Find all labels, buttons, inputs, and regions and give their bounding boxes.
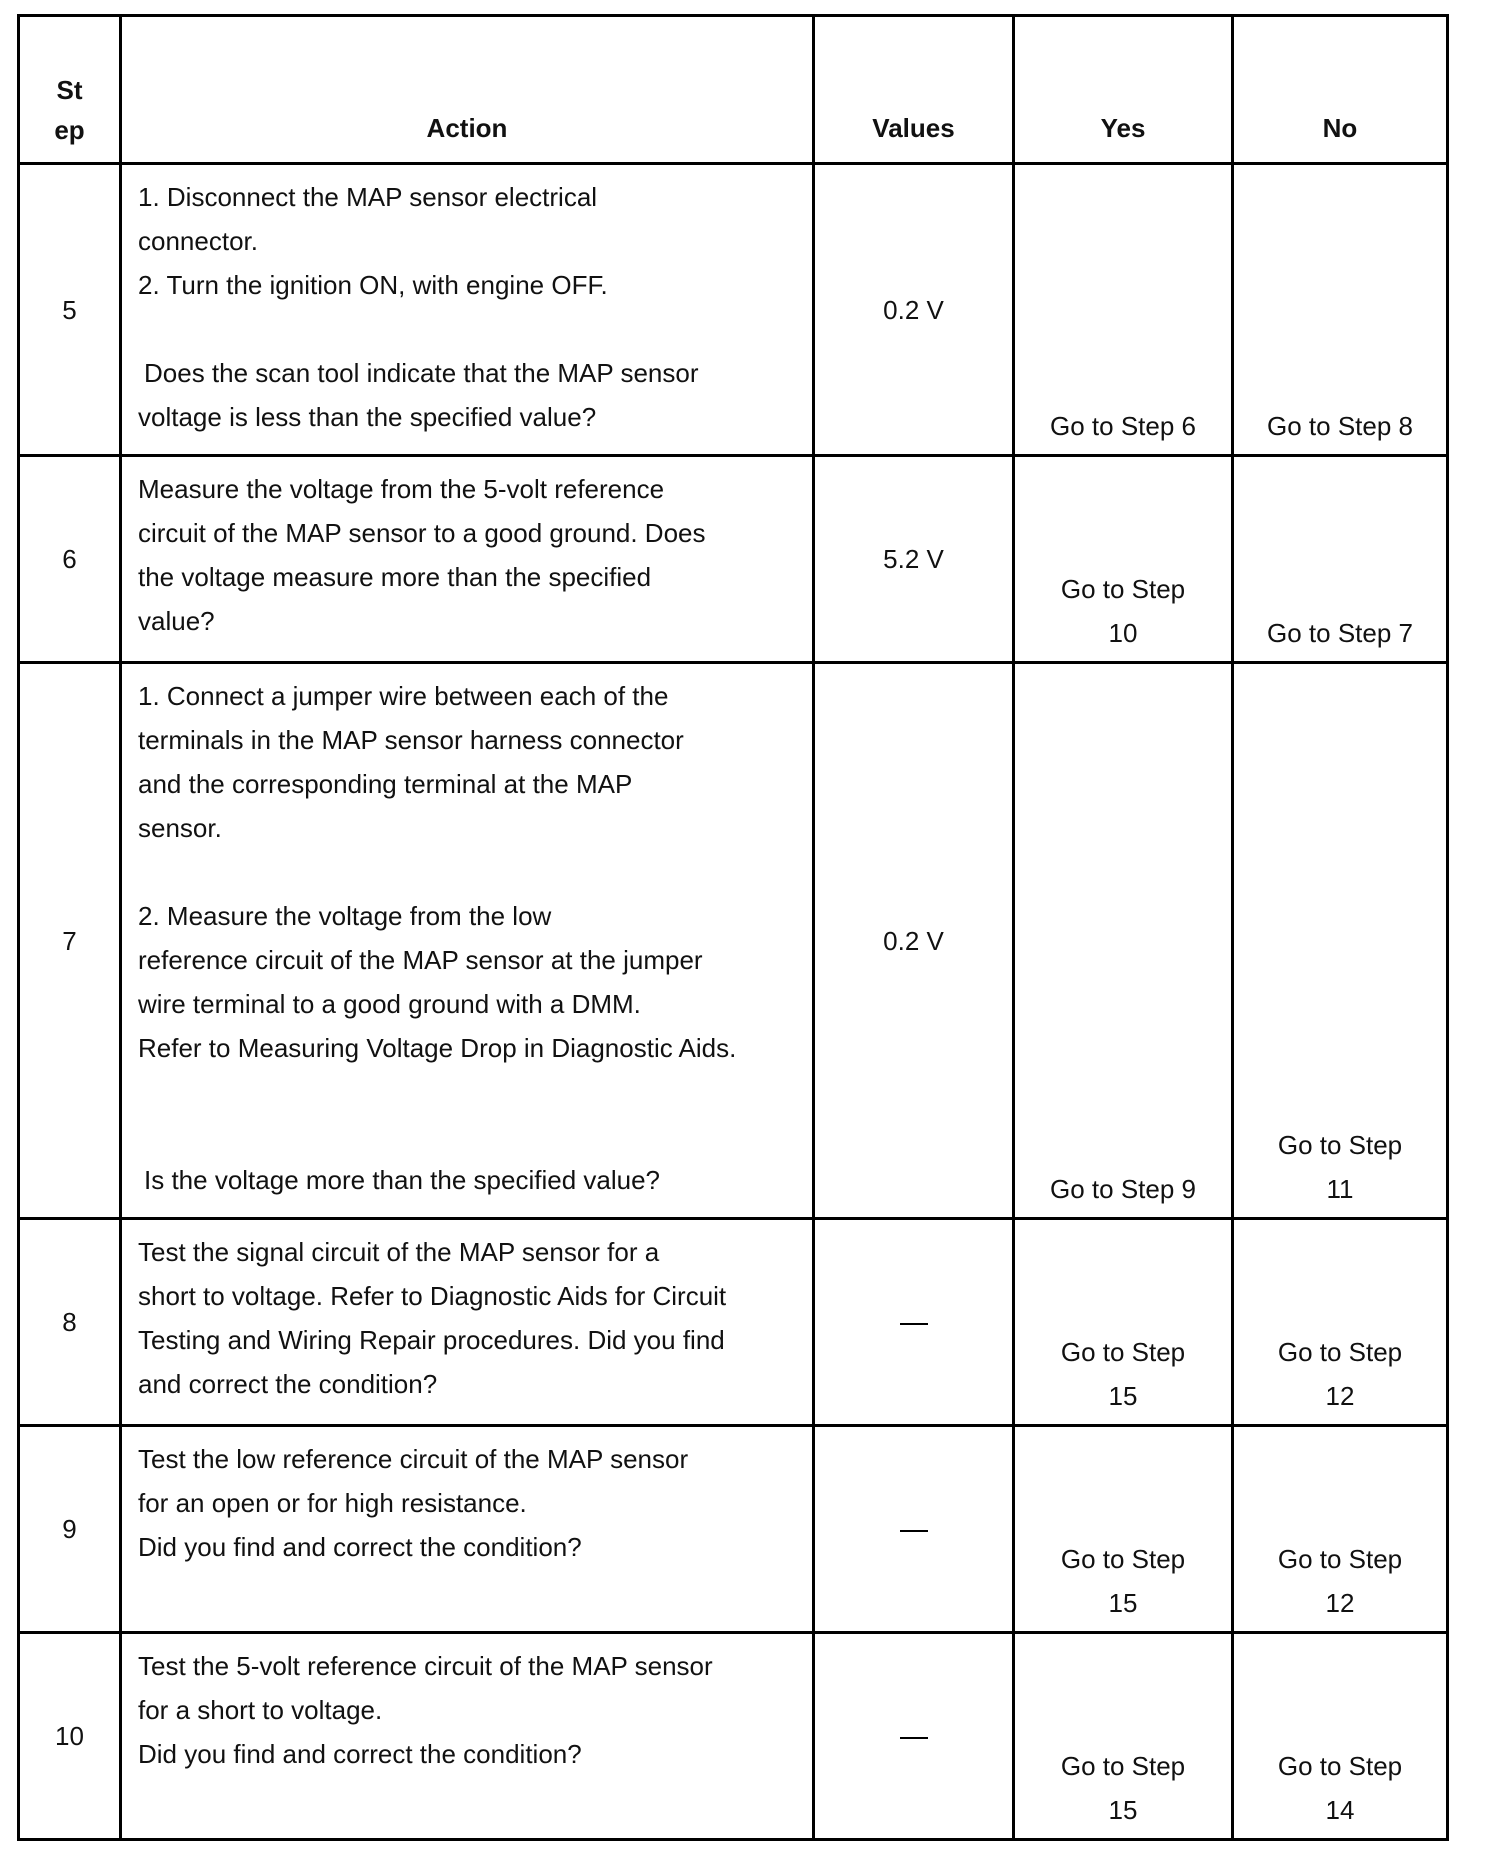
not-applicable-dash — [900, 1323, 928, 1325]
step-number: 6 — [19, 456, 121, 663]
yes-cell — [1014, 164, 1233, 456]
step-number: 9 — [19, 1426, 121, 1633]
no-goto-text: Go to Step 7 — [1267, 618, 1413, 648]
no-column-header: No — [1233, 16, 1448, 164]
yes-goto-text: 15 — [1108, 1381, 1138, 1411]
action-line: the voltage measure more than the specified — [138, 562, 652, 592]
action-line: Test the signal circuit of the MAP sensor for a — [138, 1237, 660, 1267]
no-goto-text: 11 — [1326, 1174, 1354, 1204]
step-number: 8 — [19, 1219, 121, 1426]
blank-line — [138, 1114, 800, 1158]
yes-goto-text: Go to Step 9 — [1050, 1174, 1196, 1204]
no-goto-text: 14 — [1325, 1795, 1355, 1825]
action-cell — [121, 456, 814, 663]
action-line: Measure the voltage from the 5-volt reference — [138, 474, 665, 504]
action-line: sensor. — [138, 813, 222, 843]
no-cell — [1233, 1633, 1448, 1840]
value-cell: 0.2 V — [814, 663, 1014, 1219]
action-line: Test the 5-volt reference circuit of the MAP sensor — [138, 1651, 713, 1681]
yes-column-header: Yes — [1014, 16, 1233, 164]
table-body — [19, 164, 1448, 1840]
action-line: wire terminal to a good ground with a DMM. — [138, 989, 641, 1019]
yes-goto-text: Go to Step — [1060, 1337, 1186, 1367]
step-header-bottom: ep — [54, 115, 85, 145]
values-column-header: Values — [814, 16, 1014, 164]
not-applicable-dash — [900, 1530, 928, 1532]
action-line: for a short to voltage. — [138, 1695, 383, 1725]
no-goto-text: 12 — [1325, 1588, 1355, 1618]
table-row — [19, 663, 1448, 1219]
yes-goto-text: 15 — [1108, 1795, 1138, 1825]
action-line: Is the voltage more than the specified value? — [144, 1165, 660, 1195]
action-cell — [121, 1426, 814, 1633]
no-cell — [1233, 1426, 1448, 1633]
action-line: reference circuit of the MAP sensor at the jumper — [138, 945, 703, 975]
yes-goto-text: Go to Step — [1060, 574, 1186, 604]
action-line: circuit of the MAP sensor to a good ground. Does — [138, 518, 706, 548]
no-goto-text: Go to Step — [1277, 1130, 1403, 1160]
value-cell — [814, 1633, 1014, 1840]
no-goto-text: Go to Step — [1277, 1544, 1403, 1574]
step-header-top: St — [56, 75, 83, 105]
action-cell — [121, 663, 814, 1219]
action-line: and the corresponding terminal at the MAP — [138, 769, 633, 799]
yes-goto-text: Go to Step — [1060, 1544, 1186, 1574]
value-cell — [814, 1426, 1014, 1633]
action-line: connector. — [138, 226, 258, 256]
action-line: voltage is less than the specified value? — [138, 402, 597, 432]
no-cell — [1233, 456, 1448, 663]
yes-cell — [1014, 1633, 1233, 1840]
yes-goto-text: 15 — [1108, 1588, 1138, 1618]
blank-line — [138, 850, 800, 894]
action-line: 1. Disconnect the MAP sensor electrical — [138, 182, 598, 212]
action-line: and correct the condition? — [138, 1369, 438, 1399]
yes-cell — [1014, 1426, 1233, 1633]
table-row — [19, 1426, 1448, 1633]
action-line: terminals in the MAP sensor harness connector — [138, 725, 684, 755]
value-cell: 0.2 V — [814, 164, 1014, 456]
action-cell — [121, 1219, 814, 1426]
no-cell — [1233, 164, 1448, 456]
yes-cell — [1014, 1219, 1233, 1426]
action-column-header: Action — [121, 16, 814, 164]
header-row — [19, 16, 1448, 164]
yes-goto-text: 10 — [1108, 618, 1138, 648]
blank-line — [138, 1776, 800, 1820]
step-number: 10 — [19, 1633, 121, 1840]
action-line: 1. Connect a jumper wire between each of the — [138, 681, 669, 711]
no-goto-text: Go to Step 8 — [1267, 411, 1413, 441]
action-line: Testing and Wiring Repair procedures. Did you find — [138, 1325, 725, 1355]
action-line: short to voltage. Refer to Diagnostic Aids for Circuit — [138, 1281, 727, 1311]
step-number: 5 — [19, 164, 121, 456]
no-goto-text: Go to Step — [1277, 1751, 1403, 1781]
no-goto-text: Go to Step — [1277, 1337, 1403, 1367]
table-row — [19, 456, 1448, 663]
yes-goto-text: Go to Step 6 — [1050, 411, 1196, 441]
action-line: Test the low reference circuit of the MAP sensor — [138, 1444, 689, 1474]
action-line: Did you find and correct the condition? — [138, 1532, 582, 1562]
action-line: Did you find and correct the condition? — [138, 1739, 582, 1769]
no-goto-text: 12 — [1325, 1381, 1355, 1411]
action-line: Does the scan tool indicate that the MAP sensor — [144, 358, 699, 388]
yes-cell — [1014, 663, 1233, 1219]
action-line: 2. Measure the voltage from the low — [138, 901, 552, 931]
not-applicable-dash — [900, 1737, 928, 1739]
action-line: Refer to Measuring Voltage Drop in Diagnostic Aids. — [138, 1033, 737, 1063]
no-cell — [1233, 1219, 1448, 1426]
diagnostic-steps-table — [17, 14, 1449, 1841]
action-cell — [121, 1633, 814, 1840]
table-row — [19, 164, 1448, 456]
action-line: value? — [138, 606, 215, 636]
yes-cell — [1014, 456, 1233, 663]
action-line: 2. Turn the ignition ON, with engine OFF. — [138, 270, 608, 300]
no-cell — [1233, 663, 1448, 1219]
blank-line — [138, 1569, 800, 1613]
step-column-header — [19, 16, 121, 164]
diagnostic-table-document — [17, 14, 1449, 1841]
value-cell: 5.2 V — [814, 456, 1014, 663]
action-line: for an open or for high resistance. — [138, 1488, 527, 1518]
table-row — [19, 1219, 1448, 1426]
table-row — [19, 1633, 1448, 1840]
action-cell — [121, 164, 814, 456]
value-cell — [814, 1219, 1014, 1426]
blank-line — [138, 307, 800, 351]
blank-line — [138, 1070, 800, 1114]
step-number: 7 — [19, 663, 121, 1219]
yes-goto-text: Go to Step — [1060, 1751, 1186, 1781]
